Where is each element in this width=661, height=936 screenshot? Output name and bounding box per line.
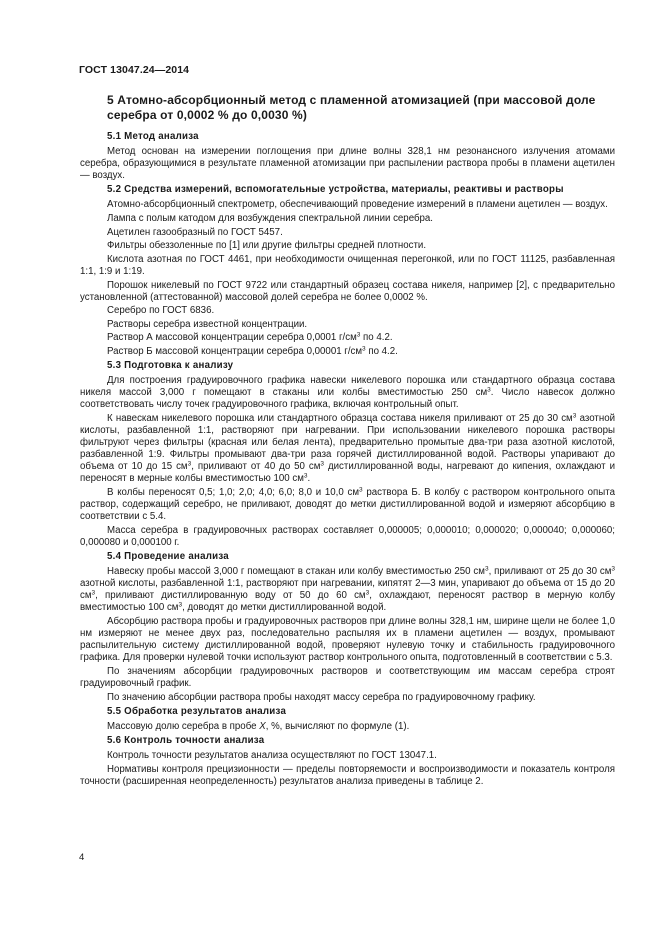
paragraph: Абсорбцию раствора пробы и градуировочных растворов при длине волны 328,1 нм, ширине щели не более 1,0 нм измеряют не менее двух раз, последовательно распыляя их в пламени ацетилен — воздух, промывают распылительную систему дистиллированной водой, проверяют нулевую точку и стабильность градуировочного графика. Для проверки нулевой точки используют раствор контрольного опыта, подготовленный в соответствии с 5.3.: [80, 615, 615, 664]
paragraph: Лампа с полым катодом для возбуждения спектральной линии серебра.: [107, 213, 433, 225]
paragraph: По значению абсорбции раствора пробы находят массу серебра по градуировочному графику.: [107, 691, 536, 703]
text-run: , охлаждают, переносят раствор в мерную колбу вместимостью 100 см: [80, 590, 615, 614]
text-run: , приливают дистиллированную воду от 50 до 60 см: [95, 590, 366, 602]
section-5-3-title: 5.3 Подготовка к анализу: [107, 360, 234, 372]
document-body: [80, 93, 615, 789]
section-5-4-title: 5.4 Проведение анализа: [107, 551, 229, 562]
text-run: Раствор Б массовой концентрации серебра 0,00001 г/см: [107, 346, 363, 357]
section-5-2-title: 5.2 Средства измерений, вспомогательные устройства, материалы, реактивы и растворы: [107, 184, 564, 196]
superscript: 3: [178, 601, 183, 609]
paragraph: По значениям абсорбции градуировочных растворов и соответствующим им массам серебра строят градуировочный график.: [80, 665, 615, 689]
superscript: 3: [572, 412, 577, 420]
text-run: азотной кислоты, разбавленной 1:1, растворяют при нагревании, кипятят 2—3 мин, упаривают до объема от 15 до 20 см: [80, 578, 615, 602]
text-run: Раствор А массовой концентрации серебра 0,0001 г/см: [107, 332, 357, 344]
paragraph: Кислота азотная по ГОСТ 4461, при необходимости очищенная перегонкой, или по ГОСТ 11125, разбавленная 1:1, 1:9 и 1:19.: [80, 253, 615, 277]
text-run: Массовую долю серебра в пробе: [107, 720, 260, 732]
section-5-title: 5 Атомно-абсорбционный метод с пламенной атомизацией (при массовой доле серебра от 0,0002 % до 0,0030 %): [107, 93, 596, 122]
superscript: 3: [611, 565, 616, 573]
paragraph: Контроль точности результатов анализа осуществляют по ГОСТ 13047.1.: [107, 749, 437, 761]
paragraph: [80, 413, 615, 486]
section-5-6-title: 5.6 Контроль точности анализа: [107, 734, 265, 746]
text-run: дистиллированной воды, нагревают до кипения, охлаждают и переносят в мерные колбы вместимостью 100 см: [80, 461, 615, 485]
superscript: 3: [365, 589, 370, 597]
paragraph: Порошок никелевый по ГОСТ 9722 или стандартный образец состава никеля, например [2], с предварительно установленной (аттестованной) массовой долей серебра не более 0,0002 %.: [80, 279, 615, 303]
page-number: 4: [79, 852, 85, 863]
paragraph: Фильтры обеззоленные по [1] или другие фильтры средней плотности.: [107, 240, 427, 252]
paragraph: Растворы серебра известной концентрации.: [107, 318, 308, 330]
paragraph: Ацетилен газообразный по ГОСТ 5457.: [107, 226, 283, 238]
superscript: 3: [91, 589, 96, 597]
text-run: раствора Б. В колбу с раствором контрольного опыта раствор, содержащий серебро, не приливают, доводят до метки дистиллированной водой и измеряют абсорбцию в соответствии с 5.4.: [80, 487, 615, 523]
superscript: 3: [303, 472, 308, 480]
text-run: .: [307, 473, 311, 485]
text-run: , доводят до метки дистиллированной водой.: [182, 602, 387, 614]
paragraph: [80, 487, 615, 523]
paragraph: Метод основан на измерении поглощения при длине волны 328,1 нм резонансного излучения атомами серебра, образующимися в результате пламенной атомизации при распылении раствора пробы в пламени ацетилен — воздух.: [80, 146, 615, 182]
paragraph: Масса серебра в градуировочных растворах составляет 0,000005; 0,000010; 0,000020; 0,000040; 0,000060; 0,000080 и 0,000100 г.: [80, 524, 615, 548]
text-run: азотной кислоты, разбавленной 1:1, растворяют при нагревании. При использовании никелевого порошка растворы фильтруют через фильтры (красная или белая лента), предварительно промытые два-три раза азотной кислотой, разбавленной 1:9. Фильтры промывают два-три раза горячей дистиллированной водой. Растворы упаривают до объема от 10 до 15 см: [80, 412, 615, 473]
paragraph: Атомно-абсорбционный спектрометр, обеспечивающий проведение измерений в пламени ацетилен — воздух.: [107, 199, 608, 211]
superscript: 3: [320, 460, 325, 468]
text-run: К навескам никелевого порошка или стандартного образца состава никеля приливают от 25 до 30 см: [107, 412, 573, 424]
superscript: 3: [187, 460, 192, 468]
section-5-1-title: 5.1 Метод анализа: [107, 131, 199, 142]
superscript: 3: [359, 486, 363, 494]
text-run: В колбы переносят 0,5; 1,0; 2,0; 4,0; 6,0; 8,0 и 10,0 см: [107, 487, 359, 499]
text-run: по 4.2.: [360, 332, 393, 344]
paragraph: [80, 721, 615, 733]
text-run: , %, вычисляют по формуле (1).: [265, 720, 410, 732]
paragraph: Серебро по ГОСТ 6836.: [107, 305, 215, 317]
superscript: 3: [356, 331, 361, 339]
superscript: 3: [487, 386, 491, 394]
text-run: Для построения градуировочного графика навески никелевого порошка или стандартного образца состава никеля массой 3,000 г помещают в стаканы или колбы вместимостью 250 см: [80, 375, 615, 399]
text-run: по 4.2.: [365, 346, 398, 357]
paragraph: [80, 346, 615, 358]
paragraph: Нормативы контроля прецизионности — пределы повторяемости и воспроизводимости и показатель контроля точности (расширенная неопределенность) результатов анализа приведены в таблице 2.: [80, 763, 615, 787]
document-header: ГОСТ 13047.24—2014: [79, 64, 190, 76]
variable-x: X: [259, 720, 266, 732]
section-5-5-title: 5.5 Обработка результатов анализа: [107, 705, 287, 717]
superscript: 3: [362, 345, 366, 353]
paragraph: [80, 332, 615, 344]
text-run: , приливают от 40 до 50 см: [191, 461, 321, 473]
superscript: 3: [484, 565, 489, 573]
text-run: , приливают от 25 до 30 см: [488, 566, 612, 578]
paragraph: [80, 566, 615, 614]
paragraph: [80, 375, 615, 411]
text-run: . Число навесок должно соответствовать числу точек градуировочного графика, включая контрольный опыт.: [80, 387, 615, 411]
text-run: Навеску пробы массой 3,000 г помещают в стакан или колбу вместимостью 250 см: [107, 566, 485, 578]
